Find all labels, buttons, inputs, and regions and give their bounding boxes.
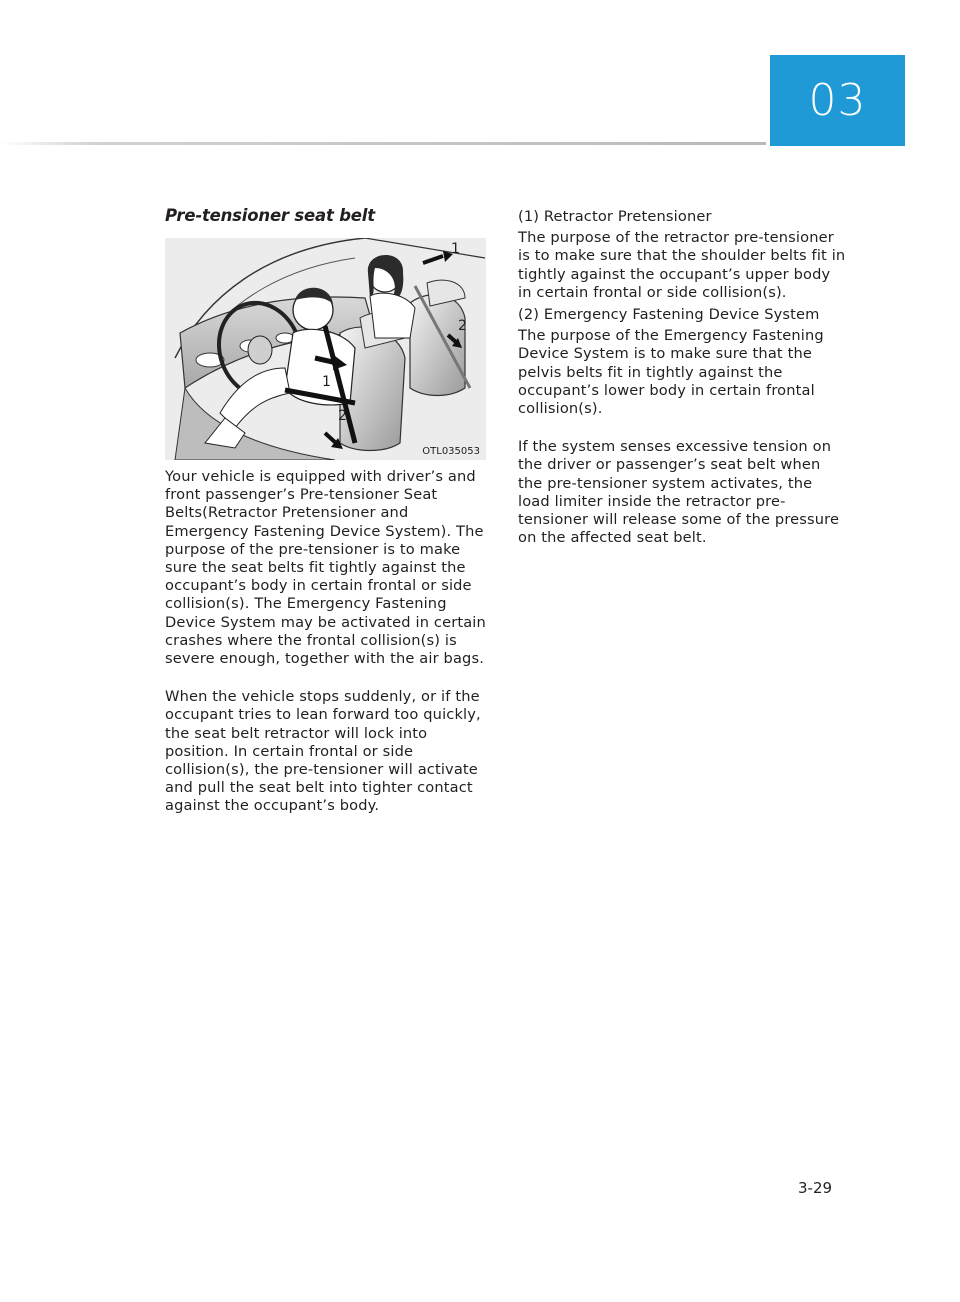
item-1-heading: (1) Retractor Pretensioner [518,208,712,225]
figure-code: OTL035053 [422,446,480,457]
item-2-heading: (2) Emergency Fastening Device System [518,306,820,324]
callout-1-bottom: 1 [322,374,331,390]
car-interior-drawing [165,238,486,460]
item-2-body: The purpose of the Emergency Fastening Device System is to make sure that the pelvis belts fit in tightly against the occupant’s lower body in certain frontal collision(s). [518,327,824,418]
seat-belt-illustration [165,238,486,460]
load-limiter-note: If the system senses excessive tension on the driver or passenger’s seat belt when the pre-tensioner system activates, the load limiter inside the retractor pre-tensioner will release some of the pressure on the affected seat belt. [518,438,840,547]
header-rule [0,142,766,145]
left-column [165,205,487,816]
section-title: Pre-tensioner seat belt [165,206,375,225]
callout-1-top: 1 [451,241,460,257]
body-paragraph: Your vehicle is equipped with driver’s and front passenger’s Pre-tensioner Seat Belts(Retractor Pretensioner and Emergency Fastening Device System). The purpose of the pre-tensioner is to make sure the seat belts fit tightly against the occupant’s body in certain frontal or side collision(s). The Emergency Fastening Device System may be activated in certain crashes where the frontal collision(s) is severe enough, together with the air bags. [165,468,486,668]
item-1-body: The purpose of the retractor pre-tensioner is to make sure that the shoulder belts fit in tightly against the occupant’s upper body in certain frontal or side collision(s). [518,229,846,301]
page-number: 3-29 [798,1179,833,1197]
callout-2-top: 2 [458,318,467,334]
body-paragraph: When the vehicle stops suddenly, or if the occupant tries to lean forward too quickly, the seat belt retractor will lock into position. In certain frontal or side collision(s), the pre-tensioner will activate and pull the seat belt into tighter contact against the occupant’s body. [165,688,481,815]
right-column [518,208,848,547]
chapter-tab: 03 [770,55,905,146]
callout-2-bottom: 2 [338,408,347,424]
